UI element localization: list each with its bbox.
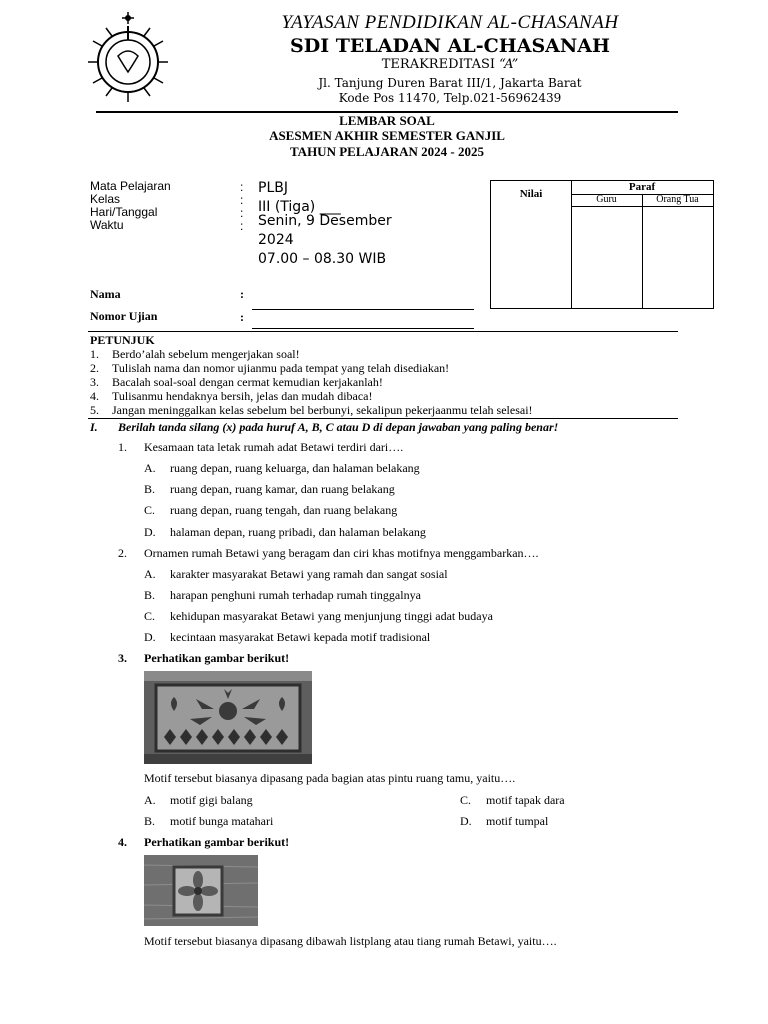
option-letter: B. <box>144 482 156 496</box>
accreditation-grade: “A” <box>499 57 519 72</box>
title-line-1: LEMBAR SOAL <box>339 113 435 128</box>
question-text: Kesamaan tata letak rumah adat Betawi terdiri dari…. <box>144 440 404 454</box>
instruction-item <box>90 375 383 389</box>
option-2c[interactable] <box>144 609 493 624</box>
exam-number-field[interactable] <box>252 328 474 329</box>
question-3 <box>118 651 289 666</box>
instruction-text: Berdo’alah sebelum mengerjakan soal! <box>112 347 300 361</box>
instruction-text: Tulislah nama dan nomor ujianmu pada tempat yang telah disediakan! <box>112 361 450 375</box>
option-text: harapan penghuni rumah terhadap rumah tinggalnya <box>170 588 421 602</box>
instruction-text: Tulisanmu hendaknya bersih, jelas dan mudah dibaca! <box>112 389 373 403</box>
option-1d[interactable] <box>144 525 426 540</box>
question-4-stem: Motif tersebut biasanya dipasang dibawah listplang atau tiang rumah Betawi, yaitu…. <box>144 934 557 948</box>
question-text: Perhatikan gambar berikut! <box>144 835 290 849</box>
score-signature-box <box>490 180 714 309</box>
score-label: Nilai <box>519 188 543 200</box>
option-letter: A. <box>144 461 156 475</box>
question-number: 4. <box>118 835 127 849</box>
option-1b[interactable] <box>144 482 395 497</box>
section-text: Berilah tanda silang (x) pada huruf A, B, C atau D di depan jawaban yang paling benar! <box>118 420 559 434</box>
option-3b[interactable] <box>144 814 273 829</box>
option-letter: C. <box>460 793 472 807</box>
colon: : <box>240 287 244 301</box>
section-heading <box>90 420 558 435</box>
parent-label: Orang Tua <box>656 194 699 205</box>
option-text: motif tumpal <box>486 814 549 828</box>
option-text: motif gigi balang <box>170 793 253 807</box>
option-letter: C. <box>144 609 156 623</box>
question-3-stem: Motif tersebut biasanya dipasang pada bagian atas pintu ruang tamu, yaitu…. <box>144 771 516 785</box>
option-text: halaman depan, ruang pribadi, dan halaman belakang <box>170 525 426 539</box>
option-letter: D. <box>460 814 472 828</box>
colon: : <box>240 219 244 233</box>
accreditation-label: TERAKREDITASI <box>381 57 500 72</box>
label-name: Nama <box>90 287 121 301</box>
option-text: ruang depan, ruang keluarga, dan halaman belakang <box>170 461 420 475</box>
option-letter: B. <box>144 814 156 828</box>
instruction-number: 4. <box>90 389 99 403</box>
option-1c[interactable] <box>144 503 397 518</box>
instruction-number: 3. <box>90 375 99 389</box>
section-number: I. <box>90 420 98 434</box>
teacher-label: Guru <box>596 194 617 205</box>
name-field[interactable] <box>252 309 474 310</box>
option-text: motif tapak dara <box>486 793 565 807</box>
value-date-2: 2024 <box>258 232 294 248</box>
score-divider <box>571 206 713 207</box>
option-letter: D. <box>144 630 156 644</box>
colon: : <box>240 180 244 194</box>
score-divider <box>642 194 643 308</box>
option-1a[interactable] <box>144 461 420 476</box>
question-number: 2. <box>118 546 127 560</box>
value-class: III (Tiga) ___ <box>258 199 341 215</box>
school-address: Jl. Tanjung Duren Barat III/1, Jakarta Barat <box>318 76 582 90</box>
instruction-item <box>90 389 373 403</box>
option-text: motif bunga matahari <box>170 814 274 828</box>
ornament-photo-gigi-balang <box>144 671 312 764</box>
question-text: Perhatikan gambar berikut! <box>144 651 290 665</box>
signature-label: Paraf <box>628 181 656 193</box>
colon: : <box>240 310 244 324</box>
value-date-1: Senin, 9 Desember <box>258 213 392 229</box>
instruction-text: Jangan meninggalkan kelas sebelum bel berbunyi, sekalipun pekerjaanmu telah selesai! <box>112 403 533 417</box>
option-2a[interactable] <box>144 567 448 582</box>
instruction-number: 1. <box>90 347 99 361</box>
option-text: karakter masyarakat Betawi yang ramah dan sangat sosial <box>170 567 448 581</box>
colon: : <box>240 193 244 207</box>
question-number: 1. <box>118 440 127 454</box>
option-3a[interactable] <box>144 793 253 808</box>
question-number: 3. <box>118 651 127 665</box>
option-3d[interactable] <box>460 814 548 829</box>
foundation-name: YAYASAN PENDIDIKAN AL-CHASANAH <box>281 12 619 33</box>
option-letter: A. <box>144 567 156 581</box>
instruction-number: 5. <box>90 403 99 417</box>
instructions-title: PETUNJUK <box>90 333 155 347</box>
question-4 <box>118 835 289 850</box>
instruction-item <box>90 347 300 361</box>
option-text: kecintaan masyarakat Betawi kepada motif tradisional <box>170 630 431 644</box>
question-text: Ornamen rumah Betawi yang beragam dan ciri khas motifnya menggambarkan…. <box>144 546 539 560</box>
value-time: 07.00 – 08.30 WIB <box>258 251 387 267</box>
label-date: Hari/Tanggal <box>90 205 158 219</box>
value-subject: PLBJ <box>258 180 288 196</box>
school-logo-icon <box>82 10 174 104</box>
option-letter: D. <box>144 525 156 539</box>
option-2b[interactable] <box>144 588 421 603</box>
option-letter: B. <box>144 588 156 602</box>
instruction-item <box>90 403 533 417</box>
option-3c[interactable] <box>460 793 565 808</box>
instructions-divider <box>88 418 678 419</box>
option-letter: C. <box>144 503 156 517</box>
option-text: ruang depan, ruang kamar, dan ruang belakang <box>170 482 395 496</box>
school-postal-phone: Kode Pos 11470, Telp.021-56962439 <box>338 91 562 105</box>
ornament-photo-flower <box>144 855 258 926</box>
label-exam-number: Nomor Ujian <box>90 309 158 323</box>
label-time: Waktu <box>90 218 124 232</box>
option-text: ruang depan, ruang tengah, dan ruang belakang <box>170 503 398 517</box>
title-line-2: ASESMEN AKHIR SEMESTER GANJIL <box>269 128 505 143</box>
instruction-number: 2. <box>90 361 99 375</box>
colon: : <box>240 206 244 220</box>
option-2d[interactable] <box>144 630 430 645</box>
question-2 <box>118 546 539 561</box>
instruction-text: Bacalah soal-soal dengan cermat kemudian kerjakanlah! <box>112 375 383 389</box>
accreditation <box>240 57 660 72</box>
option-letter: A. <box>144 793 156 807</box>
school-name: SDI TELADAN AL-CHASANAH <box>290 35 610 57</box>
option-text: kehidupan masyarakat Betawi yang menjunjung tinggi adat budaya <box>170 609 493 623</box>
instruction-item <box>90 361 449 375</box>
question-1 <box>118 440 403 455</box>
identity-divider <box>88 331 678 332</box>
label-class: Kelas <box>90 192 121 206</box>
title-line-3: TAHUN PELAJARAN 2024 - 2025 <box>289 144 485 159</box>
label-subject: Mata Pelajaran <box>90 179 171 193</box>
